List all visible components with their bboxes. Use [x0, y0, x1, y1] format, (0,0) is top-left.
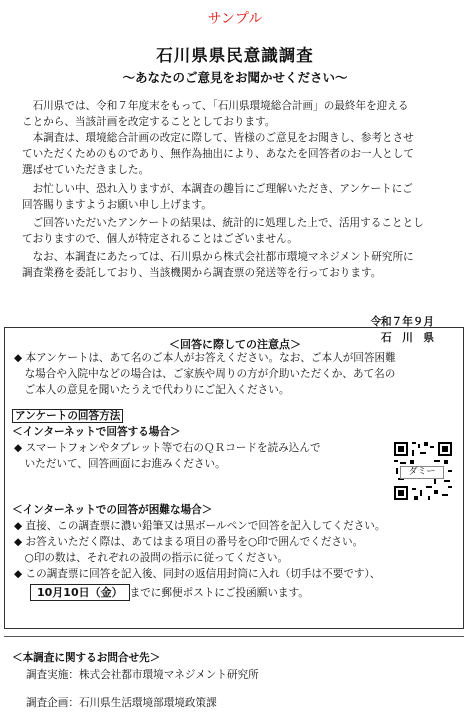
deadline-suffix: までに郵便ポストにご投函願います。 — [129, 587, 309, 599]
contact-plan: 調査企画：石川県生活環境部環境政策課 — [26, 697, 217, 709]
notes-heading: ＜回答に際しての注意点＞ — [169, 338, 301, 351]
paper-line: ○印の数は、それぞれの設問の指示に従ってください。 — [14, 552, 289, 564]
intro-line: お忙しい中、恐れ入りますが、本調査の趣旨にご理解いただき、アンケートにご — [22, 183, 413, 195]
paper-heading: ＜インターネットでの回答が困難な場合＞ — [12, 504, 213, 516]
internet-line: いただいて、回答画面にお進みください。 — [14, 458, 226, 470]
intro-line: 本調査は、環境総合計画の改定に際して、皆様のご意見をお聞きし、参考とさせ — [22, 132, 414, 144]
contact-impl: 調査実施：株式会社都市環境マネジメント研究所 — [26, 669, 259, 681]
paper-line: ◆ 直接、この調査票に濃い鉛筆又は黒ボールペンで回答を記入してください。 — [14, 520, 386, 532]
page-title: 石川県県民意識調査 — [156, 46, 314, 65]
qr-dummy-label: ダミー — [400, 466, 444, 479]
divider — [4, 636, 464, 637]
paper-line: ◆ この調査票に回答を記入後、同封の返信用封筒に入れ（切手は不要です）、 — [14, 568, 381, 580]
notes-line: ◆ 本アンケートは、あて名のご本人がお答えください。なお、ご本人が回答困難 — [14, 352, 396, 364]
sample-mark: サンプル — [207, 11, 263, 27]
internet-heading: ＜インターネットで回答する場合＞ — [12, 426, 181, 438]
intro-line: ていただくためのものであり、無作為抽出により、あなたを回答者のお一人として — [22, 148, 414, 160]
intro-line: 回答賜りますようお願い申し上げます。 — [22, 199, 212, 211]
contact-heading: ＜本調査に関するお問合せ先＞ — [12, 652, 161, 664]
intro-line: ご回答いただいたアンケートの結果は、統計的に処理した上で、活用することとし — [22, 217, 424, 229]
notes-line: な場合や入院中などの場合は、ご家族や周りの方が介助いただくか、あて名の — [14, 368, 396, 380]
intro-line: 選ばせていただきました。 — [22, 164, 150, 176]
internet-line: ◆ スマートフォンやタブレット等で右のＱＲコードを読み込んで — [14, 442, 321, 454]
intro-line: ておりますので、個人が特定されることはございません。 — [22, 233, 298, 245]
intro-line: なお、本調査にあたっては、石川県から株式会社都市環境マネジメント研究所に — [22, 251, 414, 263]
issuer-name: 石 川 県 — [381, 332, 434, 344]
issue-date: 令和７年９月 — [370, 316, 434, 328]
paper-line: ◆ お答えいただく際は、あてはまる項目の番号を○印で囲んでください。 — [14, 536, 364, 548]
notes-line: ご本人の意見を聞いたうえで代わりにご記入ください。 — [14, 384, 290, 396]
deadline-box: 10月10日（金） — [30, 584, 130, 601]
intro-line: 石川県では、令和７年度末をもって、「石川県環境総合計画」の最終年を迎える — [22, 100, 409, 112]
intro-line: ことから、当該計画を改定することとしております。 — [22, 116, 276, 128]
intro-line: 調査業務を委託しており、当該機関から調査票の発送等を行っております。 — [22, 267, 382, 279]
answer-method-heading: アンケートの回答方法 — [12, 409, 123, 423]
page-subtitle: ～あなたのご意見をお聞かせください～ — [122, 70, 348, 85]
